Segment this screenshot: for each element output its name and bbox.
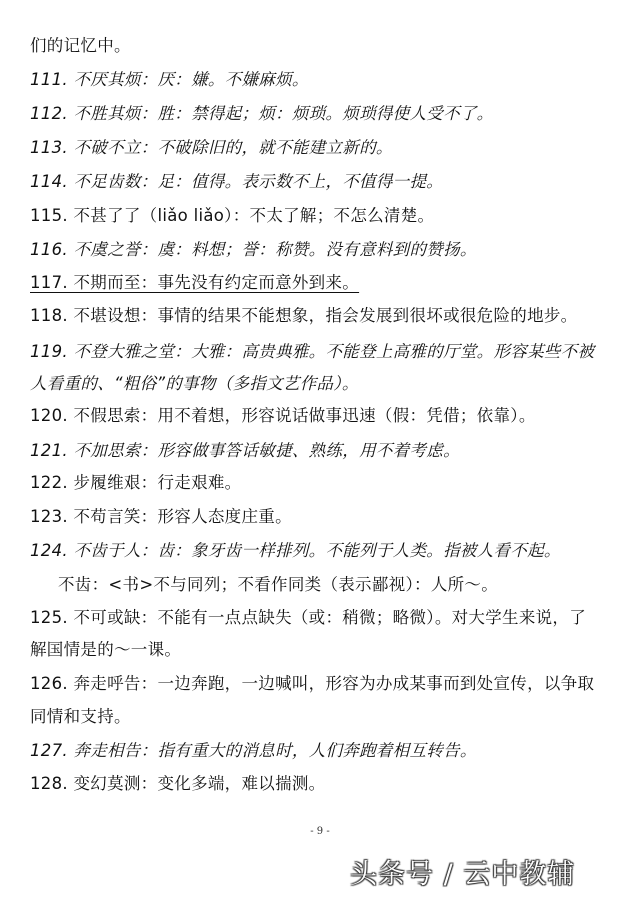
entry-111: 111. 不厌其烦：厌：嫌。不嫌麻烦。 [30, 70, 309, 89]
entry-126-continued: 同情和支持。 [30, 707, 131, 726]
entry-114: 114. 不足齿数：足：值得。表示数不上，不值得一提。 [30, 172, 444, 191]
entry-125-continued: 解国情是的～一课。 [30, 640, 182, 659]
entry-126: 126. 奔走呼告：一边奔跑，一边喊叫，形容为办成某事而到处宣传，以争取 [30, 674, 595, 693]
entry-119: 119. 不登大雅之堂：大雅：高贵典雅。不能登上高雅的厅堂。形容某些不被 [30, 342, 595, 361]
entry-117: 117. 不期而至：事先没有约定而意外到来。 [30, 273, 360, 292]
entry-118: 118. 不堪设想：事情的结果不能想象，指会发展到很坏或很危险的地步。 [30, 306, 578, 325]
entry-122: 122. 步履维艰：行走艰难。 [30, 473, 242, 492]
entry-112: 112. 不胜其烦：胜：禁得起；烦：烦琐。烦琐得使人受不了。 [30, 104, 494, 123]
entry-116: 116. 不虞之誉：虞：料想；誉：称赞。没有意料到的赞扬。 [30, 240, 477, 259]
entry-120: 120. 不假思索：用不着想，形容说话做事迅速（假：凭借；依靠）。 [30, 406, 536, 425]
entry-124-note: 不齿：<书>不与同列；不看作同类（表示鄙视）：人所～。 [58, 575, 499, 594]
watermark: 头条号 / 云中教辅 [350, 859, 576, 890]
entry-125: 125. 不可或缺：不能有一点点缺失（或：稍微；略微）。对大学生来说，了 [30, 608, 587, 627]
page-number: - 9 - [310, 826, 330, 837]
entry-128: 128. 变幻莫测：变化多端，难以揣测。 [30, 774, 326, 793]
entry-123: 123. 不苟言笑：形容人态度庄重。 [30, 507, 292, 526]
entry-124: 124. 不齿于人：齿：象牙齿一样排列。不能列于人类。指被人看不起。 [30, 541, 561, 560]
entry-113: 113. 不破不立：不破除旧的，就不能建立新的。 [30, 138, 393, 157]
entry-119-continued: 人看重的、“粗俗”的事物（多指文艺作品）。 [30, 374, 359, 393]
text-line-continuation: 们的记忆中。 [30, 36, 131, 55]
entry-115: 115. 不甚了了（liǎo liǎo）：不太了解；不怎么清楚。 [30, 206, 435, 225]
entry-121: 121. 不加思索：形容做事答话敏捷、熟练，用不着考虑。 [30, 441, 460, 460]
entry-127: 127. 奔走相告：指有重大的消息时，人们奔跑着相互转告。 [30, 741, 477, 760]
